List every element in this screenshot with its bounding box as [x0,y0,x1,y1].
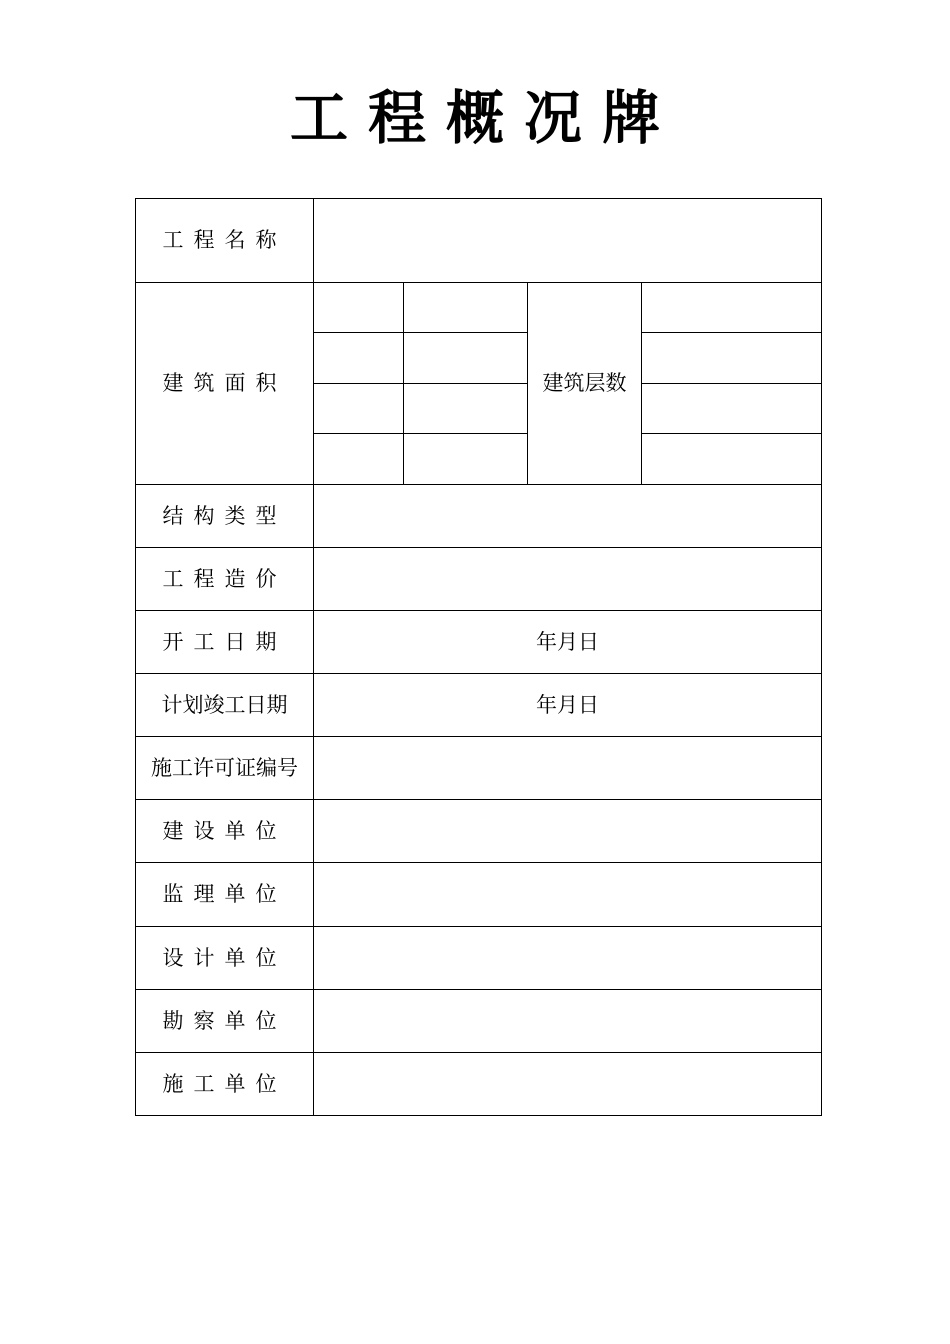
start-date-label: 开工日期 [136,611,314,674]
supervisor-field[interactable] [314,863,822,927]
structure-type-field[interactable] [314,485,822,548]
page-title: 工程概况牌 [289,84,680,152]
area-cell-4b[interactable] [404,434,528,485]
contractor-field[interactable] [314,1053,822,1116]
row-project-cost [136,548,822,611]
area-cell-1a[interactable] [314,283,404,333]
planned-completion-field[interactable]: 年月日 [314,674,822,737]
building-area-label: 建筑面积 [136,283,314,485]
area-cell-1b[interactable] [404,283,528,333]
row-designer [136,927,822,990]
developer-field[interactable] [314,800,822,863]
surveyor-field[interactable] [314,990,822,1053]
floors-cell-1[interactable] [642,283,822,333]
row-supervisor [136,863,822,927]
permit-number-field[interactable] [314,737,822,800]
area-cell-3a[interactable] [314,384,404,434]
project-overview-table [135,198,822,1116]
area-cell-2b[interactable] [404,333,528,384]
floors-cell-3[interactable] [642,384,822,434]
row-contractor [136,1053,822,1116]
surveyor-label: 勘察单位 [136,990,314,1053]
row-permit-number [136,737,822,800]
building-floors-label: 建筑层数 [528,283,642,485]
start-date-field[interactable]: 年月日 [314,611,822,674]
project-name-label: 工程名称 [136,199,314,283]
row-structure-type [136,485,822,548]
row-project-name [136,199,822,283]
designer-field[interactable] [314,927,822,990]
area-cell-2a[interactable] [314,333,404,384]
designer-label: 设计单位 [136,927,314,990]
permit-number-label: 施工许可证编号 [136,737,314,800]
project-cost-field[interactable] [314,548,822,611]
planned-completion-label: 计划竣工日期 [136,674,314,737]
structure-type-label: 结构类型 [136,485,314,548]
row-planned-completion [136,674,822,737]
supervisor-label: 监理单位 [136,863,314,927]
row-surveyor [136,990,822,1053]
developer-label: 建设单位 [136,800,314,863]
project-name-field[interactable] [314,199,822,283]
project-cost-label: 工程造价 [136,548,314,611]
contractor-label: 施工单位 [136,1053,314,1116]
floors-cell-2[interactable] [642,333,822,384]
row-building-area-1 [136,283,822,333]
floors-cell-4[interactable] [642,434,822,485]
row-start-date [136,611,822,674]
area-cell-4a[interactable] [314,434,404,485]
row-developer [136,800,822,863]
area-cell-3b[interactable] [404,384,528,434]
